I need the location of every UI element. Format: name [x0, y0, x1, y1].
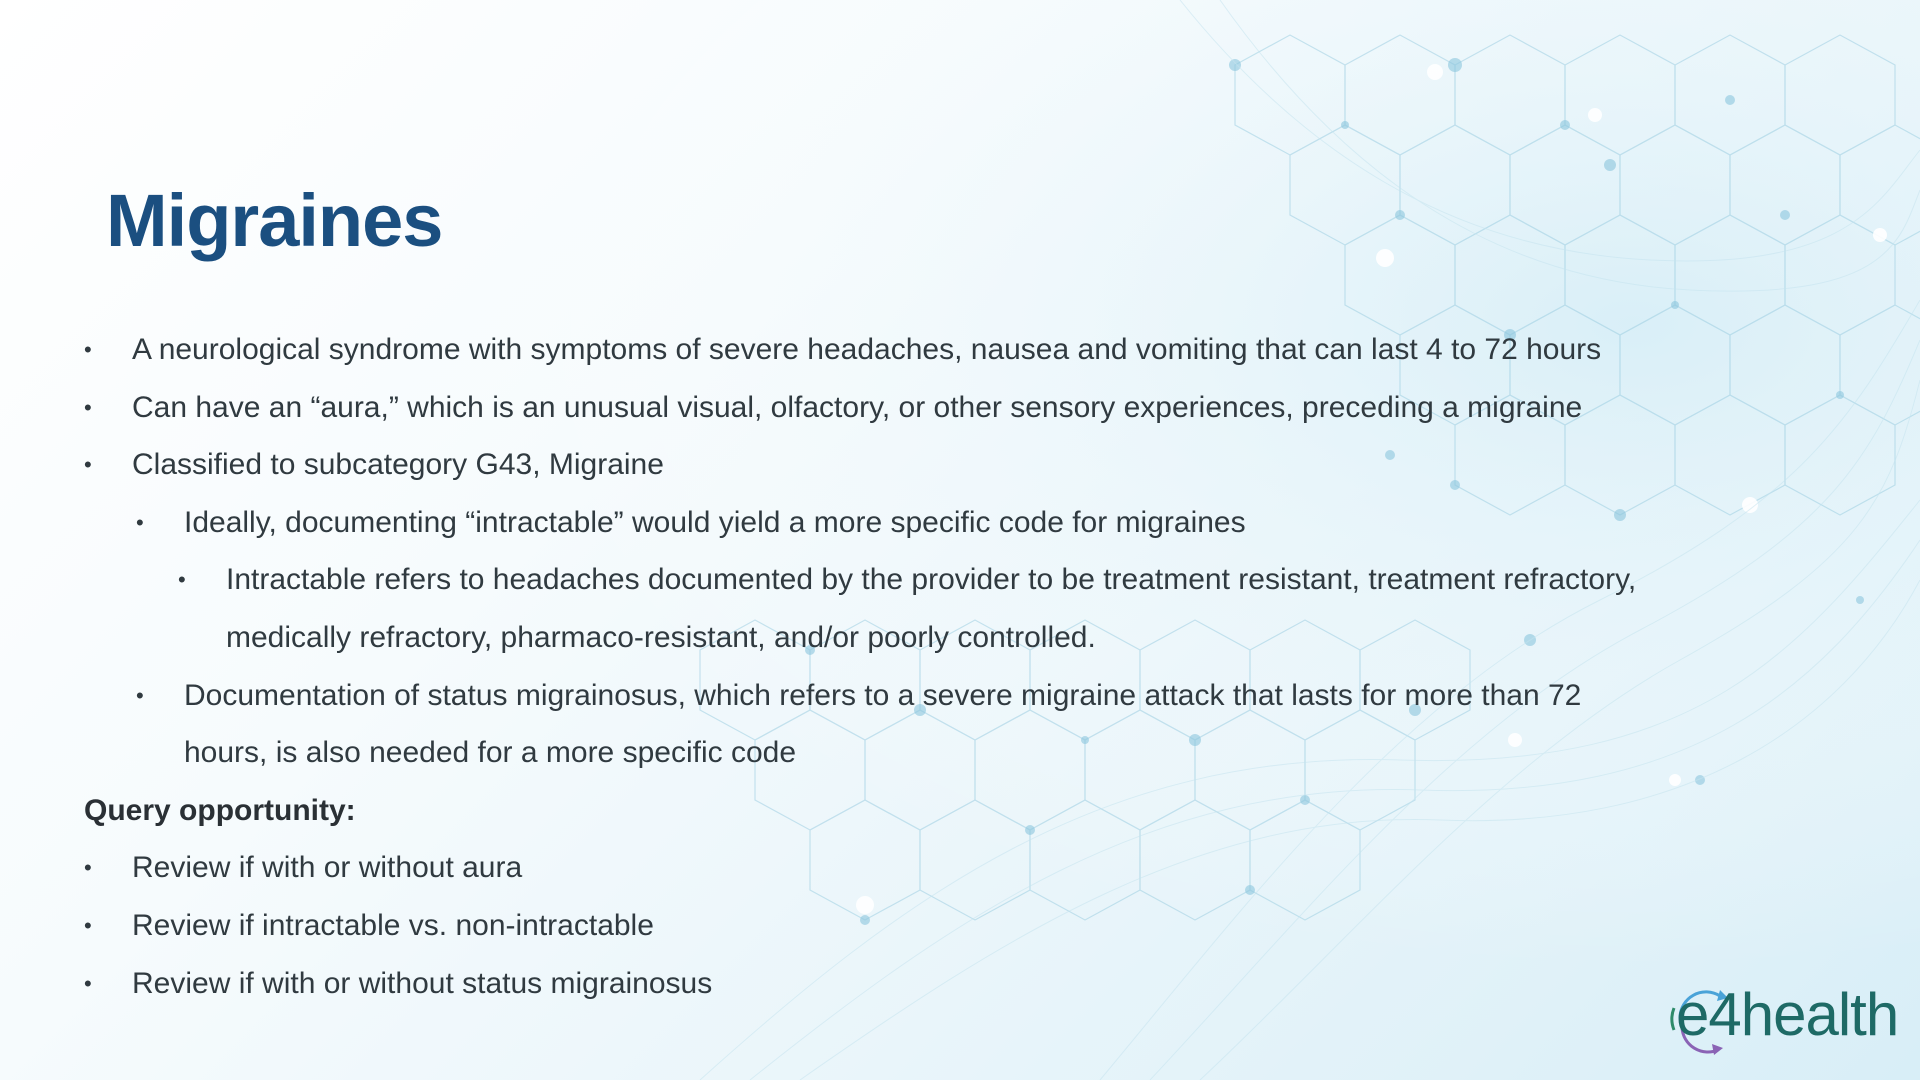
- slide-content: [80, 321, 1800, 1012]
- sub-sub-bullet-item: [80, 551, 1800, 609]
- bullet-icon: •: [84, 394, 92, 420]
- bullet-text: Classified to subcategory G43, Migraine: [132, 448, 664, 482]
- e4health-logo: [1662, 978, 1899, 1058]
- bullet-text: Documentation of status migrainosus, which refers to a severe migraine attack that lasts for more than 72: [184, 678, 1582, 712]
- bullet-text: A neurological syndrome with symptoms of severe headaches, nausea and vomiting that can last 4 to 72 hours: [132, 333, 1602, 366]
- bullet-continuation: [80, 724, 1800, 782]
- query-bullet-item: [80, 897, 1800, 955]
- query-heading: Query opportunity:: [84, 793, 356, 827]
- bullet-icon: •: [84, 912, 92, 938]
- slide-title: Migraines: [106, 179, 443, 262]
- sub-bullet-item: [80, 667, 1800, 725]
- bullet-item: [80, 379, 1800, 437]
- logo-text: e4health: [1676, 981, 1899, 1048]
- bullet-icon: •: [136, 509, 144, 535]
- query-bullet-item: [80, 955, 1800, 1013]
- bullet-text: hours, is also needed for a more specific code: [184, 736, 796, 770]
- bullet-item: [80, 321, 1800, 379]
- bullet-continuation: [80, 609, 1800, 667]
- bullet-text: Can have an “aura,” which is an unusual visual, olfactory, or other sensory experiences, preceding a migraine: [132, 390, 1583, 424]
- bullet-icon: •: [84, 452, 92, 478]
- bullet-text: Review if intractable vs. non-intractable: [132, 908, 654, 942]
- bullet-icon: •: [84, 970, 92, 996]
- bullet-text: Review if with or without aura: [132, 851, 523, 885]
- bullet-item: [80, 436, 1800, 494]
- bullet-icon: •: [84, 855, 92, 881]
- bullet-text: medically refractory, pharmaco-resistant, and/or poorly controlled.: [226, 620, 1096, 654]
- bullet-text: Ideally, documenting “intractable” would yield a more specific code for migraines: [184, 505, 1246, 539]
- bullet-icon: •: [84, 337, 92, 362]
- sub-bullet-item: [80, 494, 1800, 552]
- bullet-icon: •: [136, 682, 144, 708]
- bullet-text: Review if with or without status migrainosus: [132, 966, 713, 1000]
- bullet-icon: •: [178, 567, 186, 593]
- bullet-text: Intractable refers to headaches documented by the provider to be treatment resistant, treatment refractory,: [226, 563, 1637, 597]
- query-bullet-item: [80, 839, 1800, 897]
